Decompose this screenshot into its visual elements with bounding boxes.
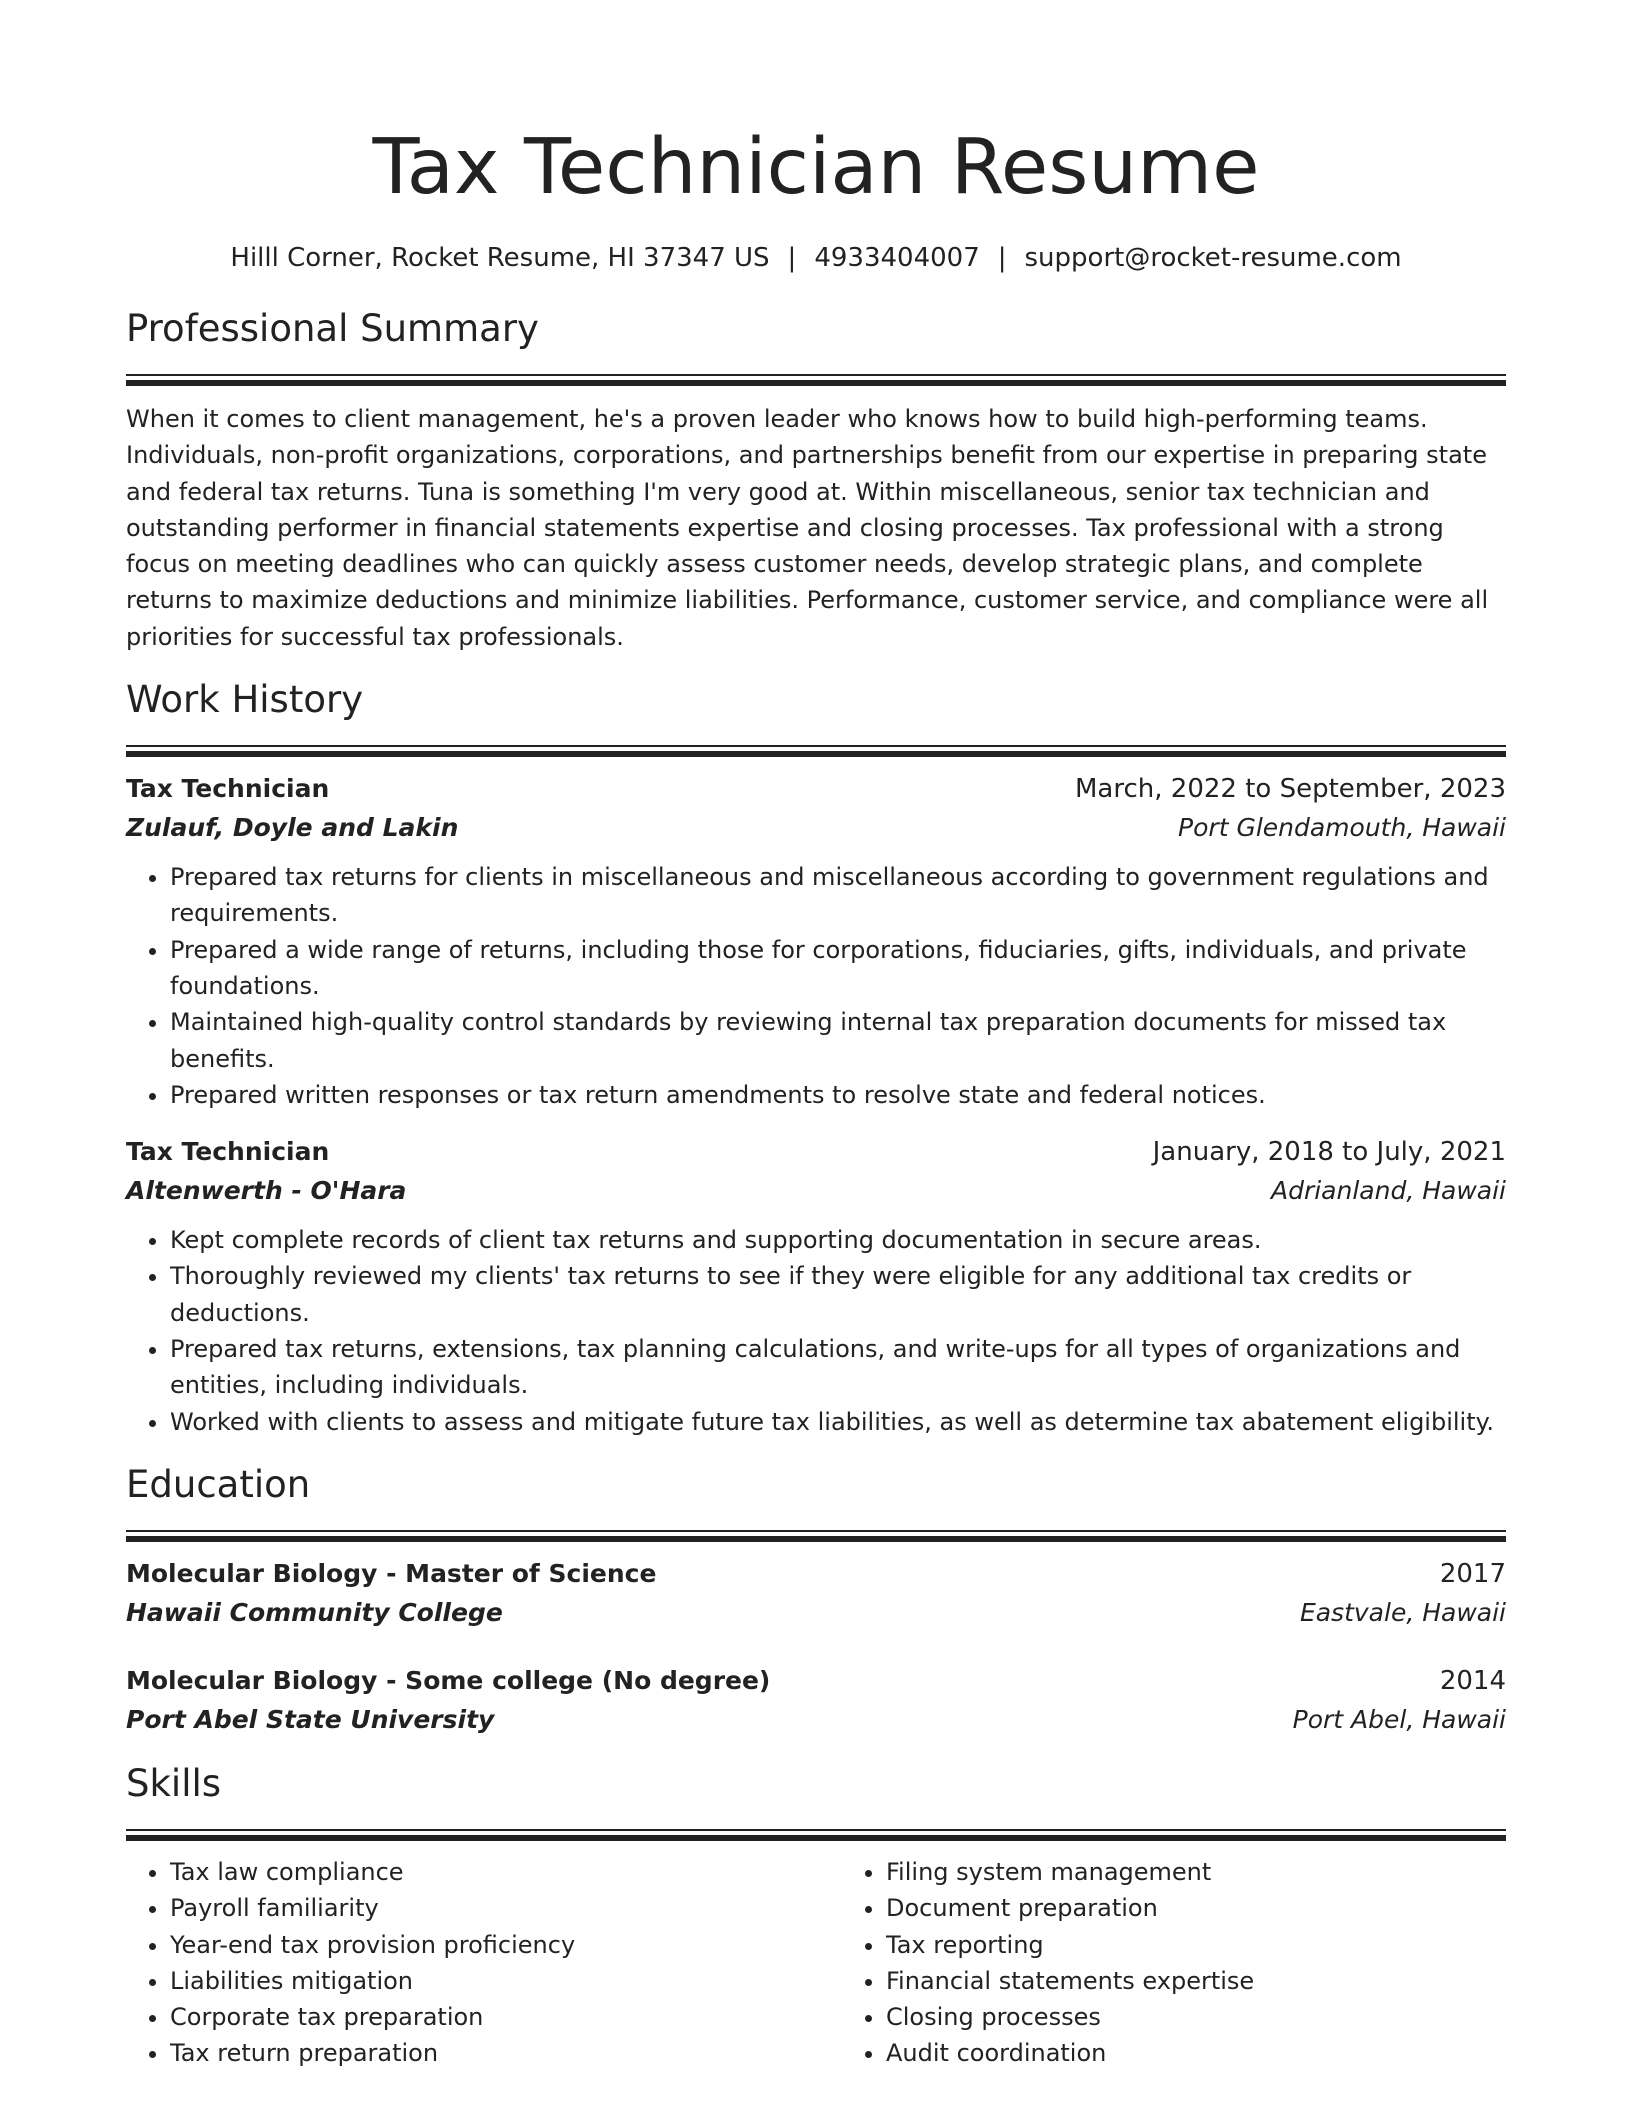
education-heading: Education	[126, 1462, 311, 1506]
job-bullet: • Prepared tax returns, extensions, tax planning calculations, and write-ups for all types of organizations and entities, including individuals.	[170, 1331, 1506, 1404]
education-degree: Molecular Biology - Some college (No degree)	[126, 1665, 771, 1695]
skill-item: • Closing processes	[886, 1999, 1254, 2035]
job-bullet: • Maintained high-quality control standards by reviewing internal tax preparation documents for missed tax benefits.	[170, 1004, 1506, 1077]
section-divider	[126, 374, 1506, 385]
job-bullets	[126, 859, 1506, 1113]
skill-item: • Corporate tax preparation	[170, 1999, 842, 2035]
job-bullet: • Prepared a wide range of returns, including those for corporations, fiduciaries, gifts, individuals, and private foundations.	[170, 932, 1506, 1005]
job-title: Tax Technician	[126, 1137, 330, 1167]
skill-item: • Tax return preparation	[170, 2035, 842, 2071]
education-school: Hawaii Community College	[126, 1597, 503, 1627]
job-company: Zulauf, Doyle and Lakin	[126, 813, 459, 843]
contact-address: Hilll Corner, Rocket Resume, HI 37347 US	[230, 243, 770, 273]
skills-section-header	[126, 1759, 1506, 1840]
job-entry	[126, 1133, 1506, 1440]
education-section-header	[126, 1460, 1506, 1541]
job-company: Altenwerth - O'Hara	[126, 1176, 407, 1206]
skill-item: • Liabilities mitigation	[170, 1963, 842, 1999]
contact-separator: |	[997, 243, 1007, 273]
skill-item: • Audit coordination	[886, 2035, 1254, 2071]
skill-item: • Tax reporting	[886, 1927, 1254, 1963]
summary-heading: Professional Summary	[126, 307, 539, 350]
skill-item: • Year-end tax provision proficiency	[170, 1927, 842, 1963]
education-school: Port Abel State University	[126, 1704, 495, 1734]
summary-section-header	[126, 304, 1506, 385]
job-location: Adrianland, Hawaii	[1270, 1176, 1506, 1206]
education-location: Port Abel, Hawaii	[1292, 1704, 1506, 1734]
job-bullet: • Worked with clients to assess and mitigate future tax liabilities, as well as determine tax abatement eligibility.	[170, 1404, 1506, 1440]
contact-line	[126, 240, 1506, 276]
skills-list	[126, 1854, 1506, 2072]
job-bullet: • Thoroughly reviewed my clients' tax returns to see if they were eligible for any additional tax credits or deductions.	[170, 1258, 1506, 1331]
summary-text: When it comes to client management, he's a proven leader who knows how to build high-performing teams. Individuals, non-profit organizations, corporations, and partnerships benefit from our expertise in preparing state and federal tax returns. Tuna is something I'm very good at. Within miscellaneous, senior tax technician and outstanding performer in financial statements expertise and closing processes. Tax professional with a strong focus on meeting deadlines who can quickly assess customer needs, develop strategic plans, and complete returns to maximize deductions and minimize liabilities. Performance, customer service, and compliance were all priorities for successful tax professionals.	[126, 405, 1489, 651]
section-divider	[126, 1829, 1506, 1840]
job-entry	[126, 770, 1506, 1113]
job-dates: March, 2022 to September, 2023	[1075, 774, 1506, 805]
work-section-header	[126, 675, 1506, 756]
education-year: 2017	[1439, 1558, 1506, 1589]
job-bullets	[126, 1222, 1506, 1440]
section-divider	[126, 745, 1506, 756]
skills-heading: Skills	[126, 1761, 222, 1805]
job-location: Port Glendamouth, Hawaii	[1178, 813, 1506, 843]
education-entry	[126, 1662, 1506, 1739]
job-title: Tax Technician	[126, 774, 330, 804]
skill-item: • Financial statements expertise	[886, 1963, 1254, 1999]
skill-item: • Document preparation	[886, 1890, 1254, 1926]
job-bullet: • Prepared tax returns for clients in miscellaneous and miscellaneous according to government regulations and requirements.	[170, 859, 1506, 932]
contact-separator: |	[787, 243, 797, 273]
skills-column-right	[842, 1854, 1254, 2072]
contact-email: support@rocket-resume.com	[1024, 243, 1402, 273]
education-year: 2014	[1439, 1665, 1506, 1696]
skill-item: • Tax law compliance	[170, 1854, 842, 1890]
skill-item: • Payroll familiarity	[170, 1890, 842, 1926]
education-entry	[126, 1555, 1506, 1632]
job-dates: January, 2018 to July, 2021	[1152, 1137, 1506, 1168]
job-bullet: • Prepared written responses or tax return amendments to resolve state and federal notices.	[170, 1077, 1506, 1113]
job-bullet: • Kept complete records of client tax returns and supporting documentation in secure areas.	[170, 1222, 1506, 1258]
page-title: Tax Technician Resume	[372, 123, 1260, 212]
education-degree: Molecular Biology - Master of Science	[126, 1558, 657, 1588]
contact-phone: 4933404007	[814, 243, 980, 273]
education-location: Eastvale, Hawaii	[1299, 1597, 1506, 1627]
skill-item: • Filing system management	[886, 1854, 1254, 1890]
work-heading: Work History	[126, 678, 364, 722]
skills-column-left	[126, 1854, 842, 2072]
section-divider	[126, 1530, 1506, 1541]
